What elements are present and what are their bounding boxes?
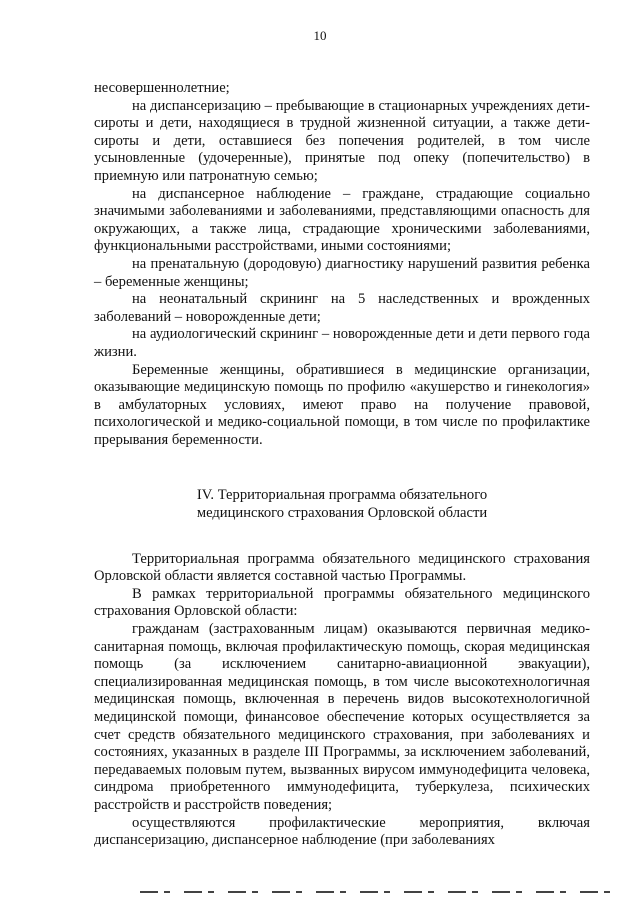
paragraph: на диспансерное наблюдение – граждане, страдающие социально значимыми заболеваниями и заболеваниями, представляющими опасность для окружающих, а также лица, страдающие хроническими заболеваниями, функциональными расстройствами, иными состояниями;: [94, 185, 590, 255]
document-body: [94, 80, 590, 850]
paragraph: осуществляются профилактические мероприятия, включая диспансеризацию, диспансерное наблюдение (при заболеваниях: [94, 814, 590, 849]
paragraph: на пренатальную (дородовую) диагностику нарушений развития ребенка – беременные женщины;: [94, 255, 590, 290]
paragraph: В рамках территориальной программы обязательного медицинского страхования Орловской области:: [94, 585, 590, 620]
scan-edge-artifact: [140, 891, 610, 893]
paragraph: Беременные женщины, обратившиеся в медицинские организации, оказывающие медицинскую помощь по профилю «акушерство и гинекология» в амбулаторных условиях, имеют право на получение правовой, психологической и медико-социальной помощи, в том числе по профилактике прерывания беременности.: [94, 361, 590, 448]
page-number: 10: [313, 28, 327, 43]
paragraph: на диспансеризацию – пребывающие в стационарных учреждениях дети-сироты и дети, находящиеся в трудной жизненной ситуации, а также дети-сироты и дети, оставшиеся без попечения родителей, в том числе усыновленные (удочеренные), принятые под опеку (попечительство) в приемную или патронатную семью;: [94, 97, 590, 184]
paragraph: Территориальная программа обязательного медицинского страхования Орловской области является составной частью Программы.: [94, 550, 590, 585]
paragraph: на аудиологический скрининг – новорожденные дети и дети первого года жизни.: [94, 326, 590, 360]
section-heading-line: IV. Территориальная программа обязательного: [196, 487, 488, 504]
section-body: [94, 551, 590, 850]
section-heading-line: медицинского страхования Орловской области: [196, 505, 488, 522]
paragraph: несовершеннолетние;: [94, 80, 230, 96]
paragraph: гражданам (застрахованным лицам) оказываются первичная медико-санитарная помощь, включая профилактическую помощь, скорая медицинская помощь (за исключением санитарно-авиационной эвакуации), специализированная медицинская помощь, в том числе высокотехнологичная медицинская помощь, включенная в перечень видов высокотехнологичной медицинской помощи, финансовое обеспечение которых осуществляется за счет средств обязательного медицинского страхования, при заболеваниях и состояниях, указанных в разделе III Программы, за исключением заболеваний, передаваемых половым путем, вызванных вирусом иммунодефицита человека, синдрома приобретенного иммунодефицита, туберкулеза, психических расстройств и расстройств поведения;: [94, 621, 590, 813]
section-heading: [94, 487, 590, 522]
paragraph: на неонатальный скрининг на 5 наследственных и врожденных заболеваний – новорожденные дети;: [94, 291, 590, 325]
